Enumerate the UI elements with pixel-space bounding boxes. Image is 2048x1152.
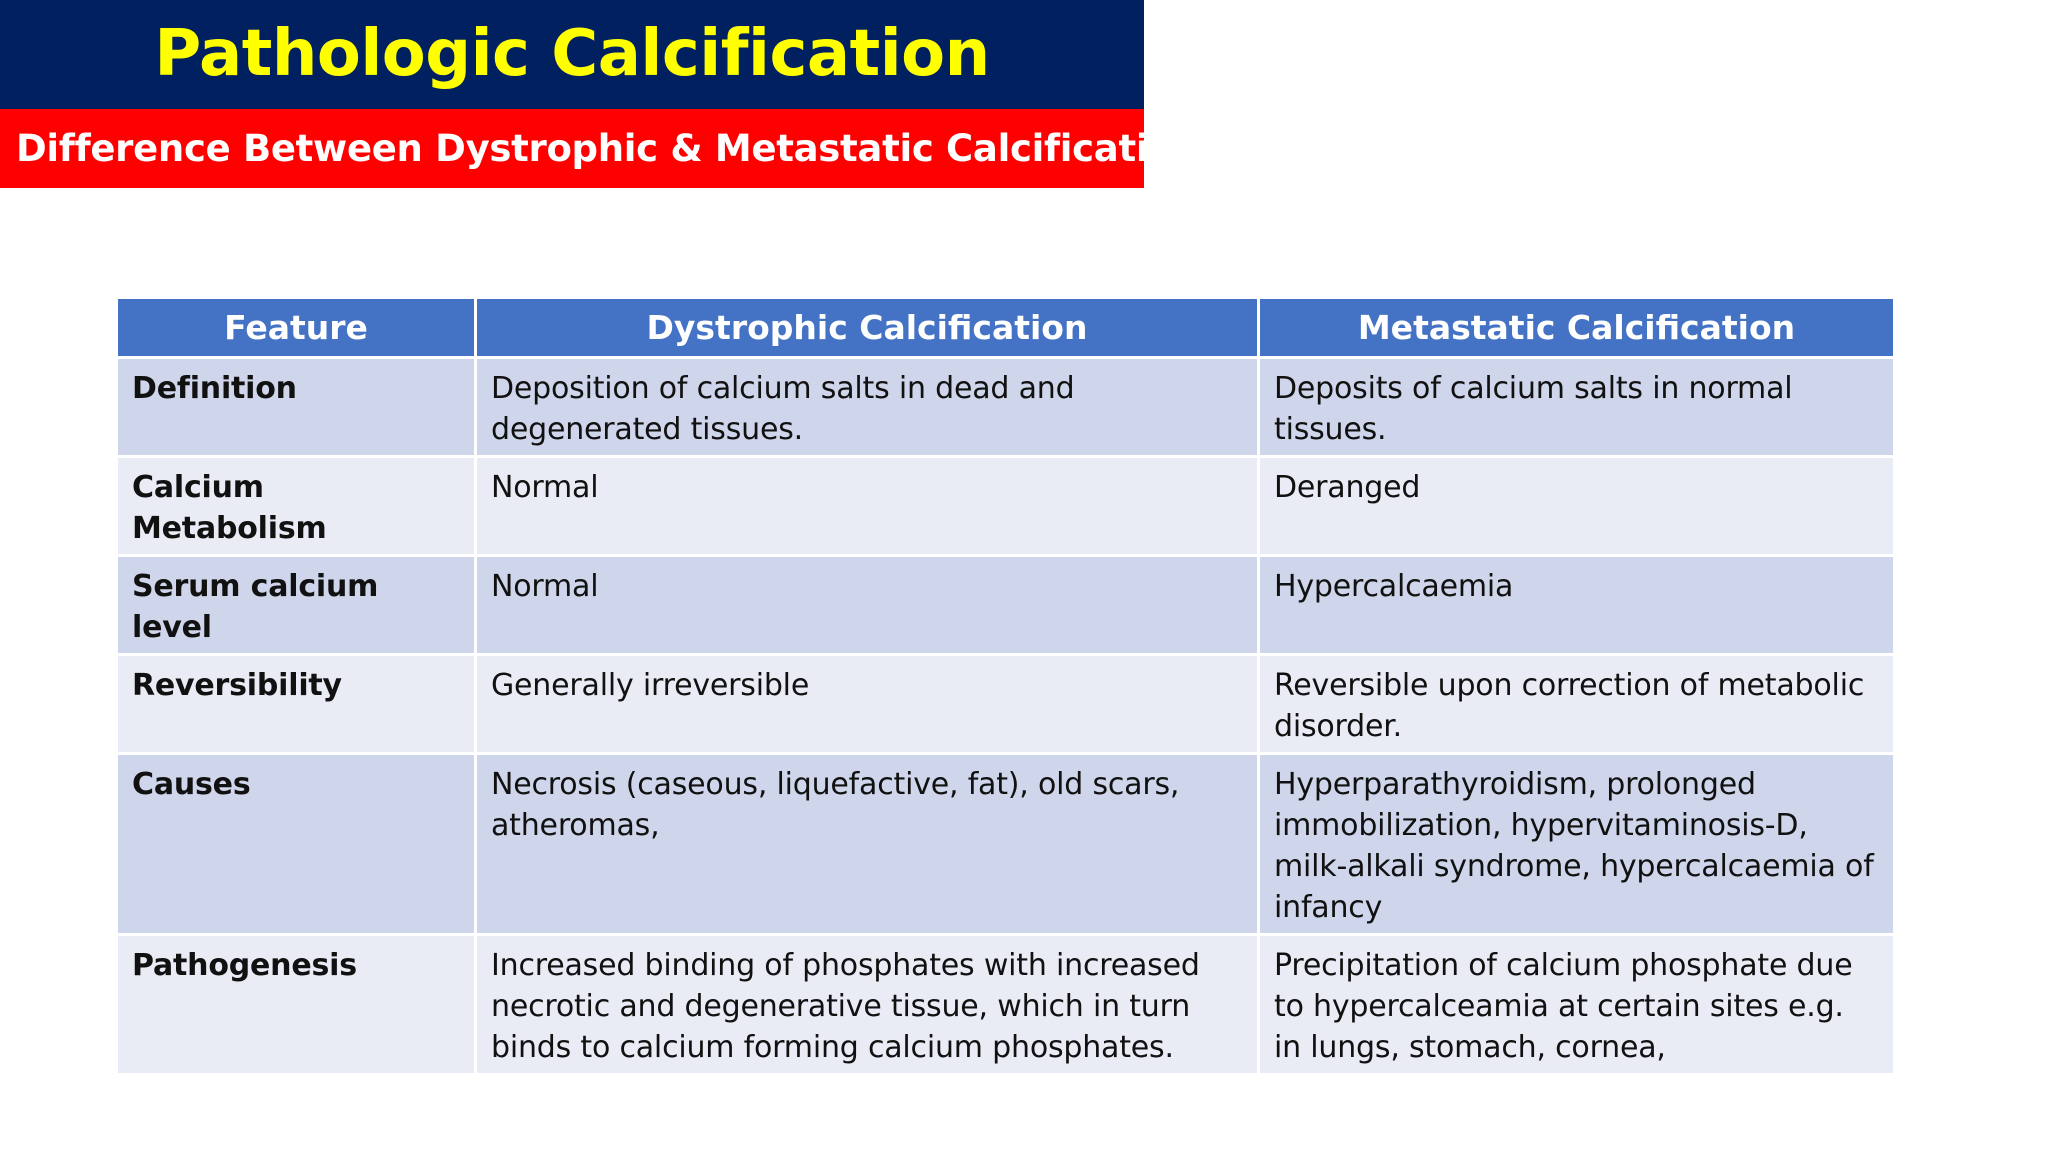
header-metastatic: Metastatic Calcification [1260, 299, 1893, 356]
dystrophic-cell: Necrosis (caseous, liquefactive, fat), old scars, atheromas, [477, 755, 1257, 933]
feature-cell: Causes [118, 755, 474, 933]
slide-subtitle: Difference Between Dystrophic & Metastatic Calcification [16, 127, 1200, 170]
subtitle-bar [0, 109, 1200, 188]
feature-cell: Calcium Metabolism [118, 458, 474, 554]
metastatic-cell: Hypercalcaemia [1260, 557, 1893, 653]
table-row [118, 359, 1893, 455]
header-feature: Feature [118, 299, 474, 356]
table-row [118, 656, 1893, 752]
comparison-table [115, 296, 1896, 1076]
feature-cell: Reversibility [118, 656, 474, 752]
table-row [118, 458, 1893, 554]
feature-cell: Serum calcium level [118, 557, 474, 653]
feature-cell: Pathogenesis [118, 936, 474, 1073]
metastatic-cell: Precipitation of calcium phosphate due to hypercalceamia at certain sites e.g. in lungs, stomach, cornea, [1260, 936, 1893, 1073]
header-dystrophic: Dystrophic Calcification [477, 299, 1257, 356]
dystrophic-cell: Increased binding of phosphates with increased necrotic and degenerative tissue, which in turn binds to calcium forming calcium phosphates. [477, 936, 1257, 1073]
metastatic-cell: Deranged [1260, 458, 1893, 554]
table-header-row [118, 299, 1893, 356]
slide-title: Pathologic Calcification [154, 17, 990, 91]
dystrophic-cell: Generally irreversible [477, 656, 1257, 752]
dystrophic-cell: Deposition of calcium salts in dead and degenerated tissues. [477, 359, 1257, 455]
metastatic-cell: Deposits of calcium salts in normal tissues. [1260, 359, 1893, 455]
metastatic-cell: Hyperparathyroidism, prolonged immobilization, hypervitaminosis-D, milk-alkali syndrome, hypercalcaemia of infancy [1260, 755, 1893, 933]
table-row [118, 557, 1893, 653]
title-bar [0, 0, 1144, 109]
table-row [118, 755, 1893, 933]
metastatic-cell: Reversible upon correction of metabolic disorder. [1260, 656, 1893, 752]
dystrophic-cell: Normal [477, 557, 1257, 653]
dystrophic-cell: Normal [477, 458, 1257, 554]
table-row [118, 936, 1893, 1073]
feature-cell: Definition [118, 359, 474, 455]
